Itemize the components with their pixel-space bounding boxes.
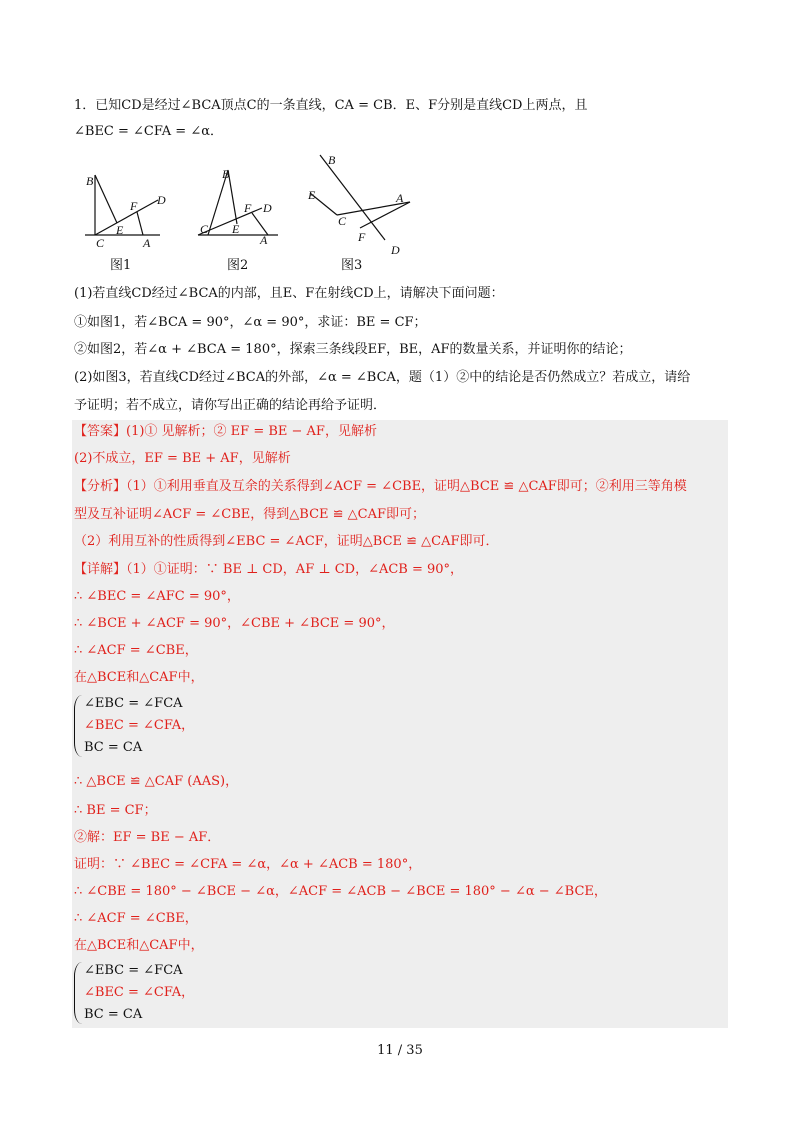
- fig-label-2: 图2: [227, 258, 249, 273]
- system-2-row-3: BC = CA: [84, 1007, 143, 1022]
- system-1-row-3: BC = CA: [84, 740, 143, 755]
- svg-text:A: A: [396, 191, 404, 205]
- figure-3: [310, 155, 410, 240]
- detail-line-11: ∴ ∠ACF = ∠CBE，: [74, 911, 198, 926]
- question-2-line-2: 予证明；若不成立，请你写出正确的结论再给予证明．: [74, 398, 387, 413]
- geometry-figures: [80, 150, 440, 275]
- detail-line-2: ∴ ∠BEC = ∠AFC = 90°，: [74, 589, 240, 604]
- question-1a: ①如图1，若∠BCA = 90°，∠α = 90°，求证：BE = CF；: [74, 315, 427, 330]
- svg-text:E: E: [308, 188, 316, 202]
- fig-label-1: 图1: [110, 258, 132, 273]
- system-1-row-2: ∠BEC = ∠CFA，: [84, 718, 195, 733]
- svg-text:F: F: [130, 199, 138, 213]
- svg-text:B: B: [222, 167, 230, 181]
- question-2-line-1: (2)如图3，若直线CD经过∠BCA的外部，∠α = ∠BCA，题（1）②中的结论是否仍然成立？若成立，请给: [74, 370, 691, 385]
- detail-line-5: 在△BCE和△CAF中，: [74, 670, 204, 685]
- svg-text:C: C: [338, 214, 347, 228]
- detail-line-9: 证明：∵ ∠BEC = ∠CFA = ∠α，∠α + ∠ACB = 180°，: [74, 857, 422, 872]
- answer-line-2: (2)不成立，EF = BE + AF，见解析: [74, 451, 291, 466]
- svg-text:F: F: [358, 230, 366, 244]
- analysis-line-2: 型及互补证明∠ACF = ∠CBE，得到△BCE ≌ △CAF即可；: [74, 507, 426, 522]
- svg-text:A: A: [260, 233, 268, 247]
- detail-line-8: ②解：EF = BE − AF．: [74, 830, 221, 845]
- question-1: (1)若直线CD经过∠BCA的内部，且E、F在射线CD上，请解决下面问题：: [74, 286, 504, 301]
- problem-line-2: ∠BEC = ∠CFA = ∠α．: [74, 124, 223, 139]
- svg-text:B: B: [86, 174, 94, 188]
- answer-line-1: 【答案】(1)① 见解析；② EF = BE − AF，见解析: [74, 424, 377, 439]
- svg-text:A: A: [143, 236, 151, 250]
- equation-brace-1: [74, 695, 83, 757]
- svg-text:E: E: [232, 222, 240, 236]
- question-1b: ②如图2，若∠α + ∠BCA = 180°，探索三条线段EF，BE，AF的数量关系，并证明你的结论；: [74, 342, 632, 357]
- svg-text:D: D: [157, 193, 166, 207]
- detail-line-6: ∴ △BCE ≌ △CAF (AAS)，: [74, 774, 239, 789]
- page-number: 11 / 35: [377, 1043, 423, 1058]
- svg-text:F: F: [244, 201, 252, 215]
- analysis-line-3: （2）利用互补的性质得到∠EBC = ∠ACF，证明△BCE ≌ △CAF即可．: [74, 534, 499, 549]
- problem-line-1: 1．已知CD是经过∠BCA顶点C的一条直线，CA = CB．E、F分别是直线CD上两点，且: [74, 98, 588, 113]
- system-2-row-1: ∠EBC = ∠FCA: [84, 963, 183, 978]
- svg-text:D: D: [263, 201, 272, 215]
- detail-line-1: 【详解】（1）①证明：∵ BE ⊥ CD，AF ⊥ CD，∠ACB = 90°，: [74, 562, 464, 577]
- detail-line-4: ∴ ∠ACF = ∠CBE，: [74, 643, 198, 658]
- svg-text:C: C: [96, 236, 105, 250]
- analysis-line-1: 【分析】（1）①利用垂直及互余的关系得到∠ACF = ∠CBE，证明△BCE ≌ △CAF即可；②利用三等角模: [74, 479, 687, 494]
- detail-line-7: ∴ BE = CF；: [74, 803, 157, 818]
- svg-text:D: D: [391, 243, 400, 257]
- system-1-row-1: ∠EBC = ∠FCA: [84, 696, 183, 711]
- fig-label-3: 图3: [341, 258, 363, 273]
- detail-line-10: ∴ ∠CBE = 180° − ∠BCE − ∠α，∠ACF = ∠ACB − ∠BCE = 180° − ∠α − ∠BCE，: [74, 884, 607, 899]
- svg-text:E: E: [116, 223, 124, 237]
- equation-brace-2: [74, 962, 83, 1024]
- svg-text:B: B: [328, 153, 336, 167]
- detail-line-12: 在△BCE和△CAF中，: [74, 938, 204, 953]
- detail-line-3: ∴ ∠BCE + ∠ACF = 90°，∠CBE + ∠BCE = 90°，: [74, 616, 395, 631]
- system-2-row-2: ∠BEC = ∠CFA，: [84, 985, 195, 1000]
- svg-text:C: C: [200, 222, 209, 236]
